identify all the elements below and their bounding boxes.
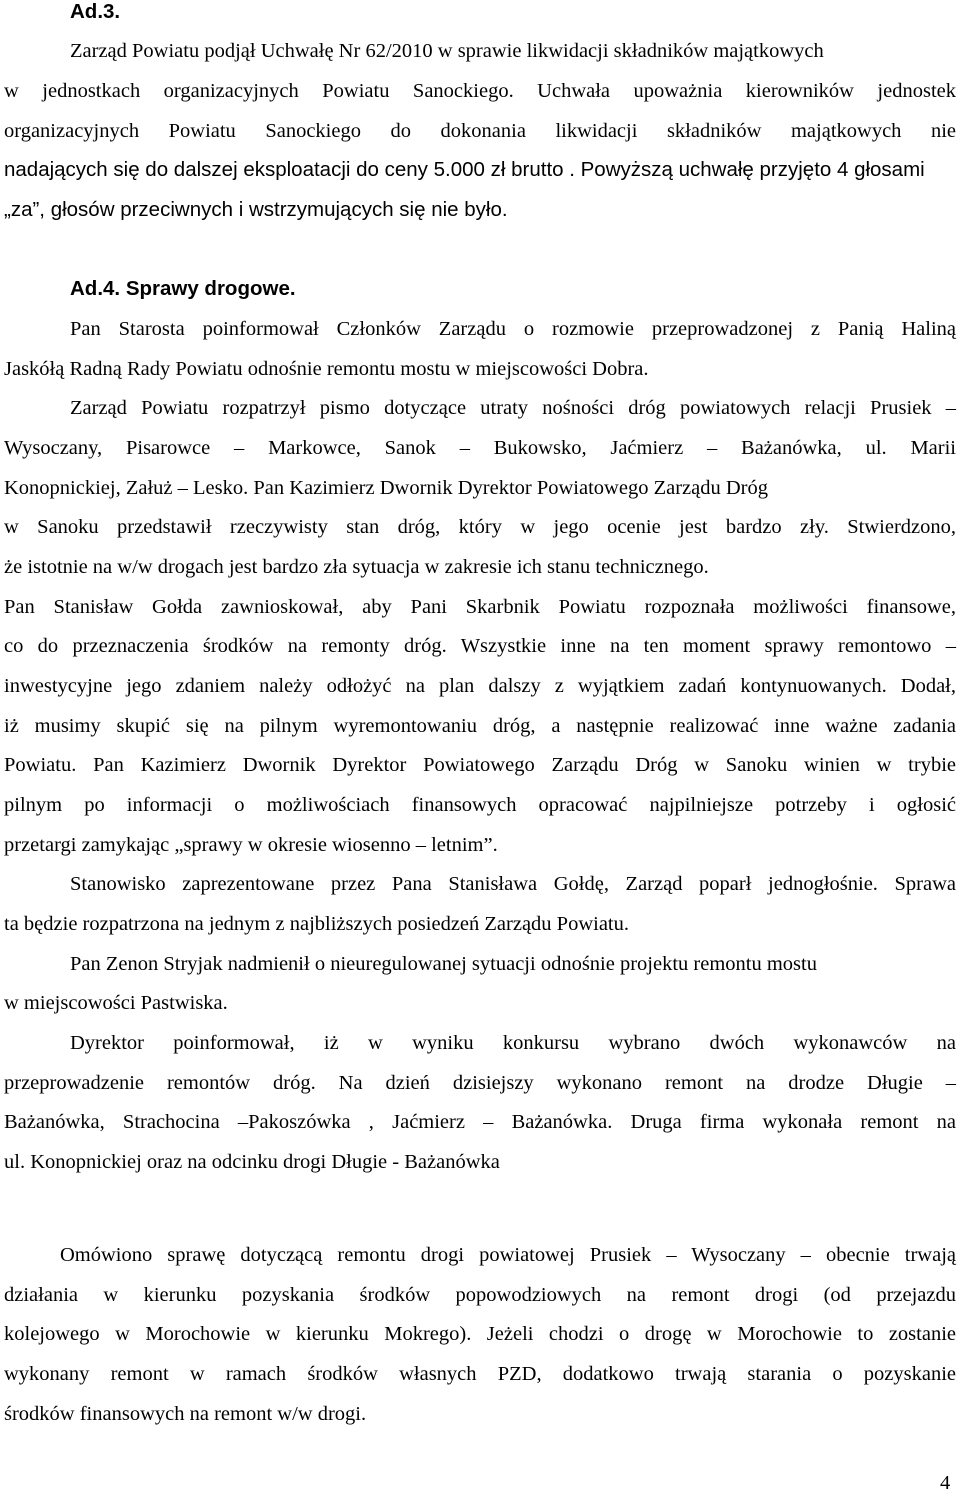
text-line: ta będzie rozpatrzona na jednym z najbliższych posiedzeń Zarządu Powiatu. — [4, 913, 629, 935]
text-line: środków finansowych na remont w/w drogi. — [4, 1403, 367, 1425]
text-line: co do przeznaczenia środków na remonty dróg. Wszystkie inne na ten moment sprawy remontowo – — [4, 635, 956, 657]
text-line: Pan Stanisław Gołda zawnioskował, aby Pani Skarbnik Powiatu rozpoznała możliwości finansowe, — [4, 596, 956, 618]
text-line: nadających się do dalszej eksploatacji do ceny 5.000 zł brutto . Powyższą uchwałę przyjęto 4 głosami — [4, 158, 925, 181]
text-line: ul. Konopnickiej oraz na odcinku drogi Długie - Bażanówka — [4, 1151, 500, 1173]
text-line: w miejscowości Pastwiska. — [4, 992, 228, 1014]
text-line: przeprowadzenie remontów dróg. Na dzień dzisiejszy wykonano remont na drodze Długie – — [4, 1072, 956, 1094]
text-line: „za”, głosów przeciwnych i wstrzymujących się nie było. — [4, 198, 508, 221]
text-line: Stanowisko zaprezentowane przez Pana Stanisława Gołdę, Zarząd poparł jednogłośnie. Sprawa — [70, 873, 956, 895]
text-line: Bażanówka, Strachocina –Pakoszówka , Jaćmierz – Bażanówka. Druga firma wykonała remont na — [4, 1111, 956, 1133]
text-line: wykonany remont w ramach środków własnych PZD, dodatkowo trwają starania o pozyskanie — [4, 1363, 956, 1385]
text-line: Konopnickiej, Załuż – Lesko. Pan Kazimierz Dwornik Dyrektor Powiatowego Zarządu Dróg — [4, 477, 768, 499]
text-line: organizacyjnych Powiatu Sanockiego do dokonania likwidacji składników majątkowych nie — [4, 120, 956, 142]
text-line: przetargi zamykając „sprawy w okresie wiosenno – letnim”. — [4, 834, 498, 856]
text-line: Jaskółą Radną Rady Powiatu odnośnie remontu mostu w miejscowości Dobra. — [4, 358, 649, 380]
text-line: iż musimy skupić się na pilnym wyremontowaniu dróg, a następnie realizować inne ważne zadania — [4, 715, 956, 737]
text-line: Powiatu. Pan Kazimierz Dwornik Dyrektor Powiatowego Zarządu Dróg w Sanoku winien w trybie — [4, 754, 956, 776]
text-line: kolejowego w Morochowie w kierunku Mokrego). Jeżeli chodzi o drogę w Morochowie to zostanie — [4, 1323, 956, 1345]
text-line: w Sanoku przedstawił rzeczywisty stan dróg, który w jego ocenie jest bardzo zły. Stwierdzono, — [4, 516, 956, 538]
text-line: Omówiono sprawę dotyczącą remontu drogi powiatowej Prusiek – Wysoczany – obecnie trwają — [60, 1244, 956, 1266]
text-line: Wysoczany, Pisarowce – Markowce, Sanok – Bukowsko, Jaćmierz – Bażanówka, ul. Marii — [4, 437, 956, 459]
text-line: Zarząd Powiatu rozpatrzył pismo dotyczące utraty nośności dróg powiatowych relacji Prusiek – — [70, 397, 956, 419]
text-line: pilnym po informacji o możliwościach finansowych opracować najpilniejsze potrzeby i ogłosić — [4, 794, 956, 816]
text-line: Zarząd Powiatu podjął Uchwałę Nr 62/2010 w sprawie likwidacji składników majątkowych — [70, 40, 824, 62]
text-line: Pan Zenon Stryjak nadmienił o nieuregulowanej sytuacji odnośnie projektu remontu mostu — [70, 953, 817, 975]
text-line: że istotnie na w/w drogach jest bardzo zła sytuacja w zakresie ich stanu technicznego. — [4, 556, 709, 578]
text-line: w jednostkach organizacyjnych Powiatu Sanockiego. Uchwała upoważnia kierowników jednostek — [4, 80, 956, 102]
text-line: Dyrektor poinformował, iż w wyniku konkursu wybrano dwóch wykonawców na — [70, 1032, 956, 1054]
text-line: działania w kierunku pozyskania środków popowodziowych na remont drogi (od przejazdu — [4, 1284, 956, 1306]
text-line: Pan Starosta poinformował Członków Zarządu o rozmowie przeprowadzonej z Panią Haliną — [70, 318, 956, 340]
text-line: inwestycyjne jego zdaniem należy odłożyć na plan dalszy z wyjątkiem zadań kontynuowanych. Dodał, — [4, 675, 956, 697]
page-number: 4 — [940, 1472, 951, 1494]
section-heading: Ad.3. — [70, 0, 121, 23]
section-heading: Ad.4. Sprawy drogowe. — [70, 277, 296, 300]
